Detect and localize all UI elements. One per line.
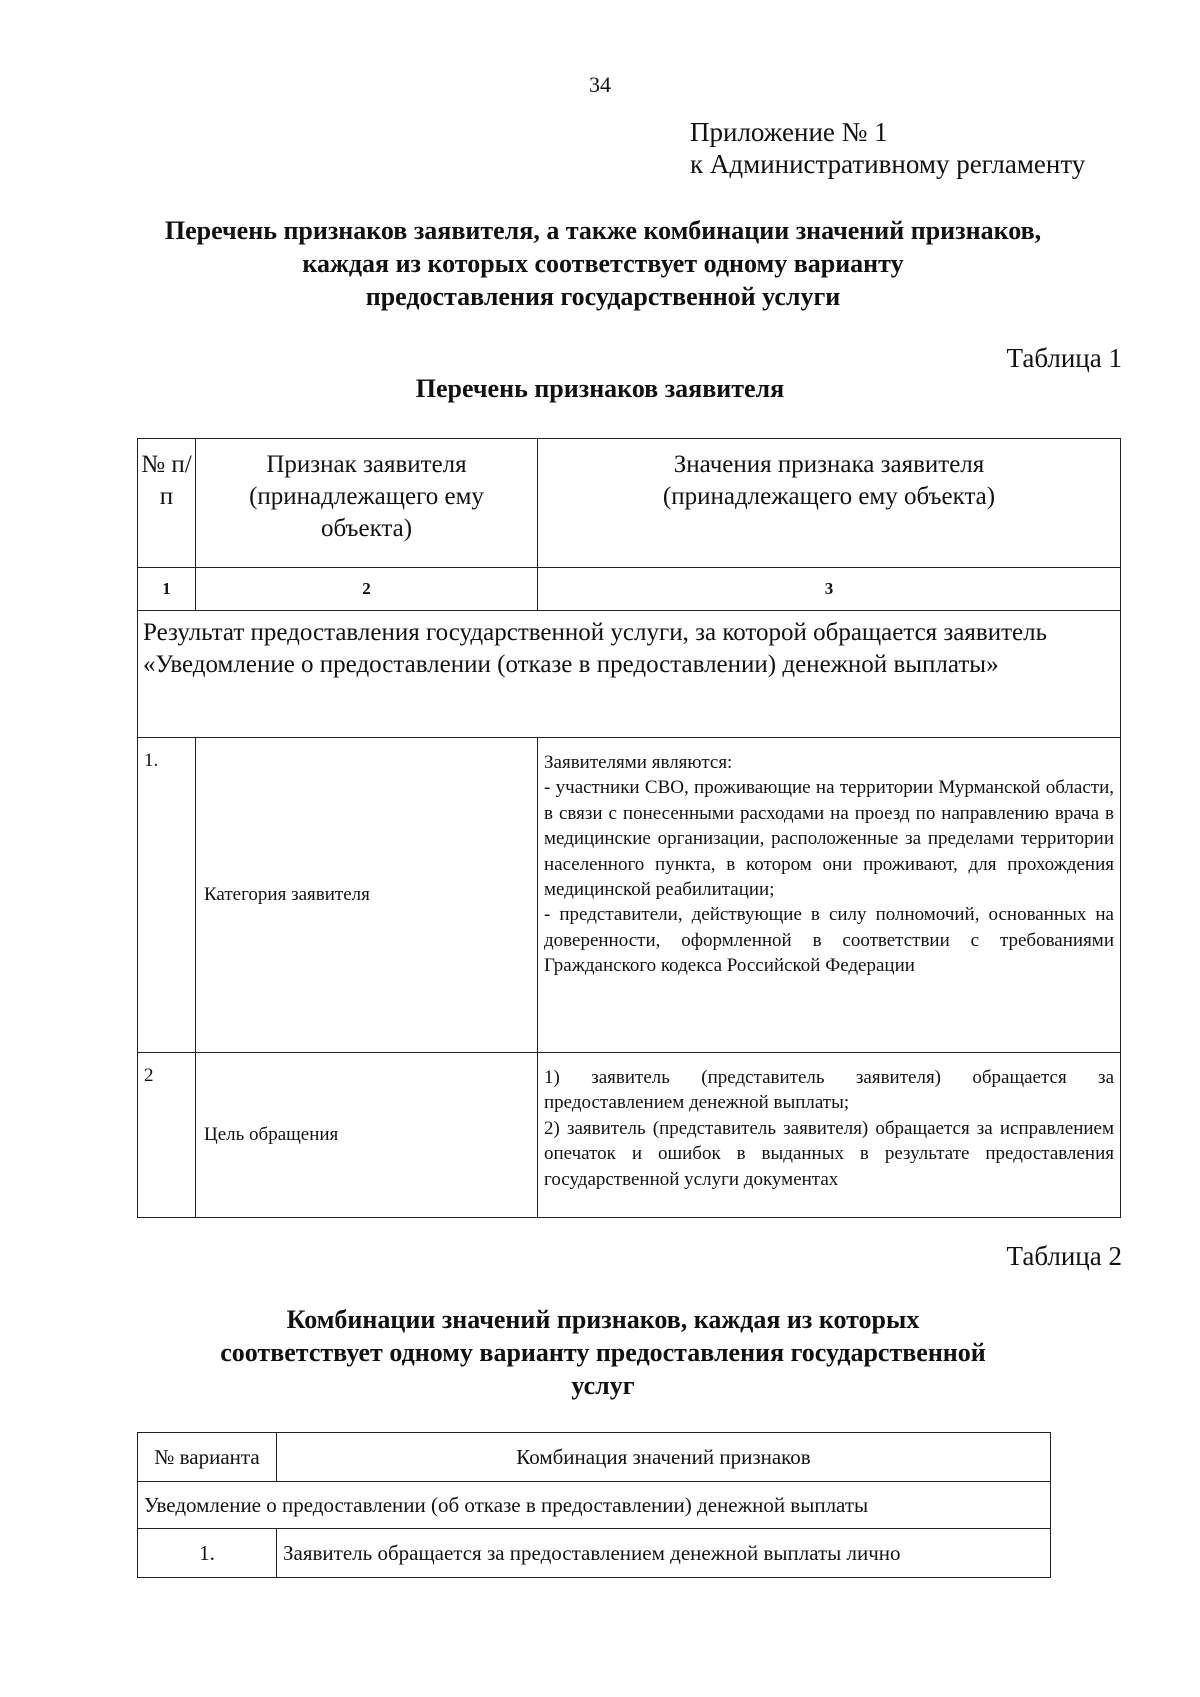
header-variant-number: № варианта: [138, 1433, 277, 1482]
table2-heading: [120, 1303, 1086, 1402]
column-number: 2: [196, 568, 538, 611]
row-number: 1.: [138, 738, 196, 1053]
variant-combinations-table: [137, 1432, 1051, 1578]
value-paragraph: Заявителями являются:: [544, 752, 733, 773]
header-combination: Комбинация значений признаков: [277, 1433, 1051, 1482]
variant-number: 1.: [138, 1529, 277, 1578]
value-paragraph: 2) заявитель (представитель заявителя) обращается за исправлением опечаток и ошибок в выданных в результате предоставления государственной услуги документах: [544, 1117, 1114, 1190]
table2-heading-line-1: Комбинации значений признаков, каждая из которых: [286, 1305, 920, 1334]
header-attribute: Признак заявителя (принадлежащего ему объекта): [196, 439, 538, 568]
row-number: 2: [138, 1053, 196, 1218]
group-title: Уведомление о предоставлении (об отказе в предоставлении) денежной выплаты: [138, 1482, 1051, 1529]
header-number: № п/п: [138, 439, 196, 568]
table-header-row: [138, 439, 1121, 568]
table-row: [138, 1529, 1051, 1578]
table1-caption: Таблица 1: [1006, 343, 1122, 373]
result-row: [138, 611, 1121, 738]
column-number-row: [138, 568, 1121, 611]
page-number: 34: [589, 72, 611, 97]
document-title: [120, 214, 1086, 313]
table-row: [138, 738, 1121, 1053]
group-row: [138, 1482, 1051, 1529]
row-values: [538, 738, 1121, 1053]
appendix-line-1: Приложение № 1: [690, 117, 888, 147]
value-paragraph: - представители, действующие в силу полномочий, основанных на доверенности, оформленной в соответствии с требованиями Гражданского кодекса Российской Федерации: [544, 904, 1114, 977]
table1-heading: Перечень признаков заявителя: [415, 374, 785, 403]
table2-heading-line-3: услуг: [571, 1371, 635, 1400]
row-attribute: Цель обращения: [196, 1053, 538, 1218]
applicant-attributes-table: [137, 438, 1121, 1218]
document-title-line-2: каждая из которых соответствует одному варианту: [302, 249, 904, 278]
value-paragraph: - участники СВО, проживающие на территории Мурманской области, в связи с понесенными расходами на проезд по направлению врача в медицинские организации, расположенные за пределами территории населенного пункта, в котором они проживают, для прохождения медицинской реабилитации;: [544, 777, 1114, 901]
document-title-line-1: Перечень признаков заявителя, а также комбинации значений признаков,: [164, 216, 1042, 245]
table2-caption: Таблица 2: [1006, 1241, 1122, 1271]
value-paragraph: 1) заявитель (представитель заявителя) обращается за предоставлением денежной выплаты;: [544, 1067, 1114, 1114]
document-title-line-3: предоставления государственной услуги: [365, 282, 841, 311]
row-values: [538, 1053, 1121, 1218]
variant-combination: Заявитель обращается за предоставлением денежной выплаты лично: [277, 1529, 1051, 1578]
appendix-reference: [690, 116, 1085, 180]
table-header-row: [138, 1433, 1051, 1482]
result-description: Результат предоставления государственной услуги, за которой обращается заявитель «Уведомление о предоставлении (отказе в предоставлении) денежной выплаты»: [138, 611, 1121, 738]
header-values: Значения признака заявителя (принадлежащего ему объекта): [538, 439, 1121, 568]
column-number: 1: [138, 568, 196, 611]
appendix-line-2: к Административному регламенту: [690, 149, 1086, 179]
column-number: 3: [538, 568, 1121, 611]
table2-heading-line-2: соответствует одному варианту предоставления государственной: [220, 1338, 986, 1367]
row-attribute: Категория заявителя: [196, 738, 538, 1053]
table-row: [138, 1053, 1121, 1218]
